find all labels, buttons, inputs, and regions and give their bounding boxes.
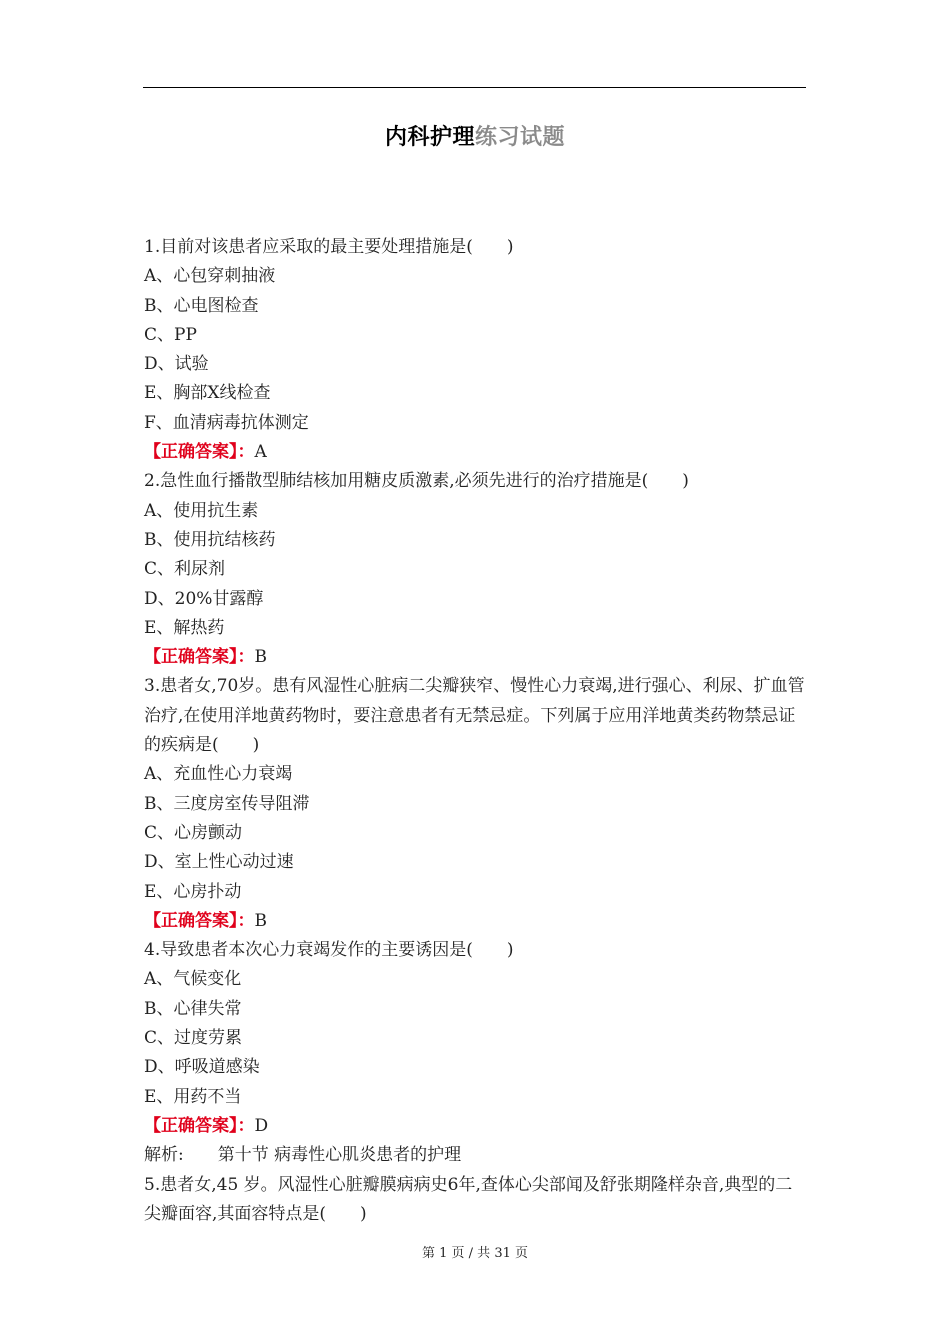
answer-row	[144, 1112, 809, 1141]
answer-row	[144, 643, 809, 672]
option: E、用药不当	[144, 1086, 242, 1107]
page-footer: 第 1 页 / 共 31 页	[422, 1246, 528, 1261]
option: D、试验	[144, 354, 209, 375]
option: B、三度房室传导阻滞	[144, 793, 310, 814]
option: E、胸部X线检查	[144, 383, 271, 404]
option: C、心房颤动	[144, 822, 243, 843]
question-stem: 4.导致患者本次心力衰竭发作的主要诱因是( )	[144, 940, 514, 961]
option: F、血清病毒抗体测定	[144, 412, 309, 433]
title-part-1: 内科护理	[384, 125, 475, 150]
answer-label: 【正确答案】：	[144, 442, 255, 463]
option: C、PP	[144, 324, 197, 345]
answer-label: 【正确答案】：	[144, 1115, 255, 1136]
answer-value: B	[254, 910, 267, 931]
question-stem: 5.患者女,45 岁。风湿性心脏瓣膜病病史6年,查体心尖部闻及舒张期隆样杂音,典型的二尖瓣面容,其面容特点是( )	[144, 1174, 793, 1224]
option: C、利尿剂	[144, 559, 226, 580]
option: D、20%甘露醇	[144, 588, 264, 609]
option: A、心包穿刺抽液	[144, 266, 276, 287]
title-part-2: 练习试题	[475, 125, 566, 150]
question-stem: 2.急性血行播散型肺结核加用糖皮质激素,必须先进行的治疗措施是( )	[144, 471, 689, 492]
question-stem: 1.目前对该患者应采取的最主要处理措施是( )	[144, 237, 514, 257]
answer-label: 【正确答案】：	[144, 910, 255, 931]
question-stem: 3.患者女,70岁。患有风湿性心脏病二尖瓣狭窄、慢性心力衰竭,进行强心、利尿、扩血管治疗,在使用洋地黄药物时，要注意患者有无禁忌症。下列属于应用洋地黄类药物禁忌证的疾病是( )	[144, 676, 805, 756]
option: B、使用抗结核药	[144, 529, 276, 550]
header-rule	[143, 87, 806, 88]
answer-row	[144, 907, 809, 936]
answer-value: A	[254, 442, 267, 463]
option: D、室上性心动过速	[144, 852, 294, 873]
option: E、解热药	[144, 617, 225, 638]
answer-value: B	[254, 647, 267, 668]
option: E、心房扑动	[144, 881, 242, 902]
answer-row	[144, 438, 809, 467]
option: C、过度劳累	[144, 1028, 243, 1049]
document-title	[0, 122, 950, 154]
option: A、气候变化	[144, 969, 242, 990]
option: D、呼吸道感染	[144, 1057, 260, 1078]
answer-label: 【正确答案】：	[144, 647, 255, 668]
option: B、心律失常	[144, 998, 242, 1019]
option: A、充血性心力衰竭	[144, 764, 293, 785]
answer-value: D	[254, 1115, 269, 1136]
option: B、心电图检查	[144, 295, 259, 316]
analysis-text: 解析: 第十节 病毒性心肌炎患者的护理	[144, 1145, 462, 1166]
question-list	[144, 233, 809, 1229]
option: A、使用抗生素	[144, 500, 259, 521]
